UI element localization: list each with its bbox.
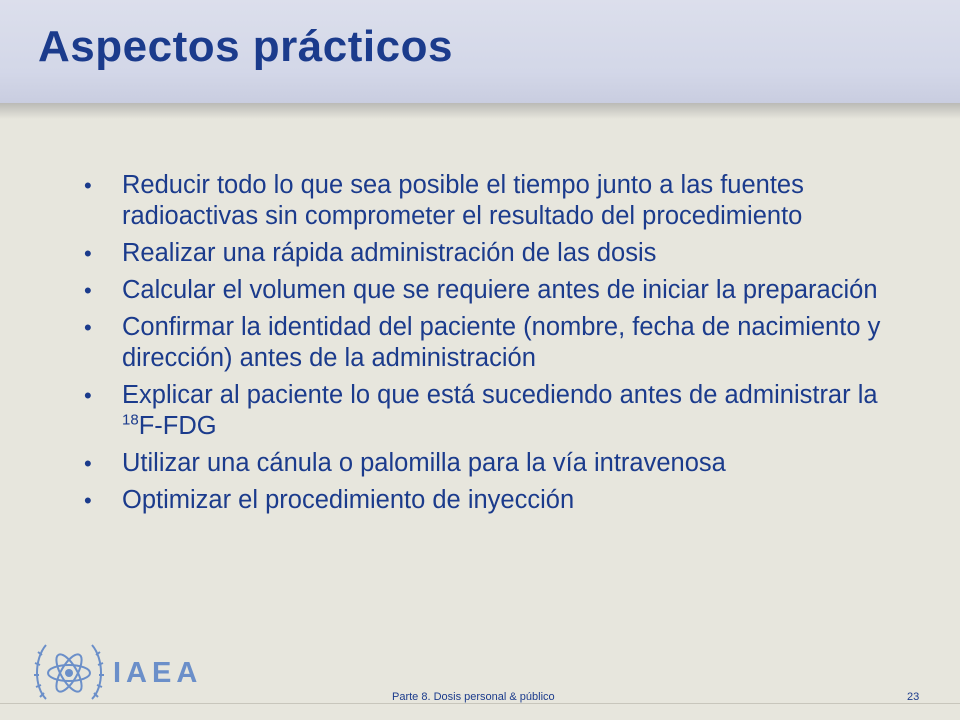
bullet-item [84,238,914,269]
bullet-text-part: F-FDG [138,412,217,440]
bullet-item [84,275,914,306]
bullet-text: Optimizar el procedimiento de inyección [122,486,575,514]
bullet-dot-icon: • [84,173,92,198]
header-shadow [0,103,960,119]
iaea-brand: IAEA [113,657,203,689]
bullet-list [84,170,914,522]
bullet-text: Confirmar la identidad del paciente (nombre, fecha de nacimiento y dirección) antes de la administración [122,313,881,372]
bullet-dot-icon: • [84,241,92,266]
bullet-item [84,448,914,479]
bullet-item [84,312,914,374]
slide-title: Aspectos prácticos [38,22,453,71]
bullet-dot-icon: • [84,383,92,408]
bullet-dot-icon: • [84,315,92,340]
bullet-dot-icon: • [84,488,92,513]
bullet-text: Reducir todo lo que sea posible el tiempo junto a las fuentes radioactivas sin comprometer el resultado del procedimiento [122,171,804,230]
isotope-superscript: 18 [122,411,139,429]
bullet-text: Utilizar una cánula o palomilla para la vía intravenosa [122,449,726,477]
iaea-emblem-icon [32,635,106,709]
bullet-item [84,380,914,442]
bullet-text-part: Explicar al paciente lo que está sucediendo antes de administrar la [122,381,878,409]
footer-divider [0,703,960,704]
bullet-dot-icon: • [84,451,92,476]
bullet-item [84,170,914,232]
bullet-text: Calcular el volumen que se requiere antes de iniciar la preparación [122,276,878,304]
footer-caption: Parte 8. Dosis personal & público [392,691,555,703]
bullet-dot-icon: • [84,278,92,303]
page-number: 23 [907,691,920,703]
bullet-item [84,485,914,516]
bullet-text: Realizar una rápida administración de las dosis [122,239,657,267]
bullet-text [122,381,878,440]
